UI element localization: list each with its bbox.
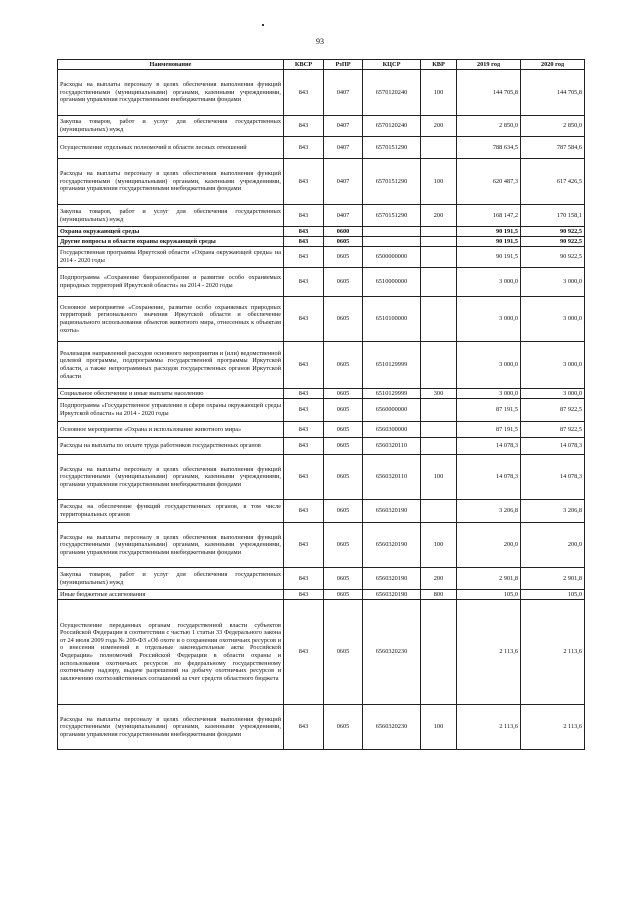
cell-name: Осуществление отдельных полномочий в области лесных отношений (58, 137, 284, 159)
cell-kvr (421, 297, 457, 342)
cell-kcsr: 6510100000 (363, 297, 421, 342)
cell-y2019: 144 705,8 (457, 70, 521, 116)
cell-name: Расходы на выплаты персоналу в целях обеспечения выполнения функций государственными (муниципальными) органами, казенными учреждениями, органами управления государственными внебюджетными фондами (58, 70, 284, 116)
cell-kcsr (363, 227, 421, 237)
column-header-kvsr: КВСР (284, 60, 324, 70)
table-row (58, 116, 585, 137)
column-header-kvr: КВР (421, 60, 457, 70)
cell-kvr (421, 227, 457, 237)
cell-y2020: 3 000,0 (521, 268, 585, 297)
cell-y2020: 3 000,0 (521, 389, 585, 399)
cell-y2020: 2 850,0 (521, 116, 585, 137)
table-row (58, 523, 585, 568)
cell-name: Реализация направлений расходов основного мероприятия и (или) ведомственной целевой программы, подпрограммы государственной программы Иркутской области, а также непрограммных расходов государственных органов Иркутской области (58, 342, 284, 389)
cell-rzpr: 0605 (324, 297, 363, 342)
cell-kvr (421, 342, 457, 389)
table-row (58, 389, 585, 399)
cell-y2019: 3 000,0 (457, 342, 521, 389)
cell-kvsr: 843 (284, 600, 324, 705)
cell-rzpr: 0407 (324, 205, 363, 227)
column-header-2020: 2020 год (521, 60, 585, 70)
cell-name: Основное мероприятие «Сохранение, развитие особо охраняемых природных территорий регионального значения Иркутской области и обеспечение рационального использования объектов животного мира, отнесенных к объектам охоты» (58, 297, 284, 342)
column-header-rzpr: РзПР (324, 60, 363, 70)
cell-kcsr: 6560000000 (363, 399, 421, 422)
table-row (58, 137, 585, 159)
cell-kcsr: 6510129999 (363, 342, 421, 389)
cell-rzpr: 0605 (324, 237, 363, 247)
cell-rzpr: 0605 (324, 600, 363, 705)
cell-kvr: 200 (421, 116, 457, 137)
page-number: 93 (316, 37, 324, 46)
table-row (58, 590, 585, 600)
cell-y2020: 3 000,0 (521, 342, 585, 389)
table-row (58, 399, 585, 422)
cell-kvsr: 843 (284, 500, 324, 523)
table-row (58, 268, 585, 297)
cell-kvr: 200 (421, 568, 457, 590)
table-row (58, 227, 585, 237)
cell-y2020: 787 584,6 (521, 137, 585, 159)
column-header-kcsr: КЦСР (363, 60, 421, 70)
cell-name: Государственная программа Иркутской области «Охрана окружающей среды» на 2014 - 2020 годы (58, 247, 284, 268)
cell-rzpr: 0605 (324, 438, 363, 455)
cell-kvr (421, 422, 457, 438)
cell-kvr: 100 (421, 159, 457, 205)
cell-kcsr: 6560320190 (363, 523, 421, 568)
cell-kvsr: 843 (284, 227, 324, 237)
table-row (58, 422, 585, 438)
cell-kcsr: 6560320230 (363, 705, 421, 750)
cell-kcsr: 6570151290 (363, 137, 421, 159)
cell-y2020: 14 078,3 (521, 455, 585, 500)
cell-rzpr: 0605 (324, 422, 363, 438)
cell-y2019: 3 000,0 (457, 297, 521, 342)
cell-kvr: 100 (421, 705, 457, 750)
cell-kvsr: 843 (284, 523, 324, 568)
cell-name: Расходы на выплаты персоналу в целях обеспечения выполнения функций государственными (муниципальными) органами, казенными учреждениями, органами управления государственными внебюджетными фондами (58, 523, 284, 568)
cell-y2020: 170 158,1 (521, 205, 585, 227)
table-row (58, 237, 585, 247)
cell-name: Подпрограмма «Сохранение биоразнообразия и развитие особо охраняемых природных территорий Иркутской области» на 2014 - 2020 годы (58, 268, 284, 297)
cell-kvr (421, 600, 457, 705)
cell-y2020: 90 922,5 (521, 237, 585, 247)
cell-y2020: 87 922,5 (521, 399, 585, 422)
cell-y2020: 144 705,8 (521, 70, 585, 116)
cell-kcsr: 6510000000 (363, 268, 421, 297)
cell-rzpr: 0605 (324, 705, 363, 750)
table-row (58, 297, 585, 342)
cell-rzpr: 0605 (324, 268, 363, 297)
cell-name: Закупка товаров, работ и услуг для обеспечения государственных (муниципальных) нужд (58, 116, 284, 137)
cell-name: Расходы на выплаты по оплате труда работников государственных органов (58, 438, 284, 455)
cell-y2019: 3 000,0 (457, 268, 521, 297)
cell-kcsr: 6560320190 (363, 568, 421, 590)
cell-kvsr: 843 (284, 297, 324, 342)
cell-y2019: 90 191,5 (457, 237, 521, 247)
cell-y2019: 3 206,8 (457, 500, 521, 523)
table-row (58, 205, 585, 227)
cell-kcsr: 6570120240 (363, 116, 421, 137)
cell-name: Подпрограмма «Государственное управление в сфере охраны окружающей среды Иркутской области» на 2014 - 2020 годы (58, 399, 284, 422)
table-row (58, 500, 585, 523)
cell-kvr (421, 237, 457, 247)
cell-name: Иные бюджетные ассигнования (58, 590, 284, 600)
cell-y2019: 87 191,5 (457, 422, 521, 438)
cell-kvsr: 843 (284, 438, 324, 455)
cell-kvsr: 843 (284, 237, 324, 247)
cell-kvsr: 843 (284, 137, 324, 159)
cell-kvr (421, 438, 457, 455)
cell-y2019: 2 113,6 (457, 600, 521, 705)
cell-rzpr: 0605 (324, 500, 363, 523)
cell-y2020: 2 113,6 (521, 600, 585, 705)
cell-name: Расходы на выплаты персоналу в целях обеспечения выполнения функций государственными (муниципальными) органами, казенными учреждениями, органами управления государственными внебюджетными фондами (58, 455, 284, 500)
cell-name: Охрана окружающей среды (58, 227, 284, 237)
table-row (58, 705, 585, 750)
cell-name: Основное мероприятие «Охрана и использование животного мира» (58, 422, 284, 438)
cell-kcsr: 6560320110 (363, 438, 421, 455)
table-row (58, 600, 585, 705)
cell-kvr (421, 268, 457, 297)
cell-kvsr: 843 (284, 590, 324, 600)
cell-rzpr: 0600 (324, 227, 363, 237)
cell-rzpr: 0605 (324, 568, 363, 590)
table-row (58, 342, 585, 389)
cell-rzpr: 0605 (324, 399, 363, 422)
cell-y2020: 14 078,3 (521, 438, 585, 455)
budget-table (57, 59, 585, 750)
cell-y2020: 200,0 (521, 523, 585, 568)
table-row (58, 247, 585, 268)
cell-kvsr: 843 (284, 399, 324, 422)
table-row (58, 70, 585, 116)
cell-kcsr: 6570151290 (363, 205, 421, 227)
cell-kvsr: 843 (284, 568, 324, 590)
column-header-2019: 2019 год (457, 60, 521, 70)
cell-kcsr (363, 237, 421, 247)
cell-y2019: 2 850,0 (457, 116, 521, 137)
cell-y2020: 105,0 (521, 590, 585, 600)
cell-kvsr: 843 (284, 116, 324, 137)
cell-kvr: 100 (421, 455, 457, 500)
cell-kvsr: 843 (284, 205, 324, 227)
cell-rzpr: 0407 (324, 70, 363, 116)
cell-name: Закупка товаров, работ и услуг для обеспечения государственных (муниципальных) нужд (58, 568, 284, 590)
cell-kvr (421, 137, 457, 159)
cell-kvr: 100 (421, 70, 457, 116)
cell-kcsr: 6570120240 (363, 70, 421, 116)
cell-rzpr: 0605 (324, 389, 363, 399)
cell-y2019: 14 078,3 (457, 438, 521, 455)
cell-rzpr: 0605 (324, 247, 363, 268)
cell-name: Закупка товаров, работ и услуг для обеспечения государственных (муниципальных) нужд (58, 205, 284, 227)
cell-rzpr: 0407 (324, 116, 363, 137)
cell-y2020: 617 426,5 (521, 159, 585, 205)
cell-kcsr: 6560320230 (363, 600, 421, 705)
cell-y2020: 2 901,8 (521, 568, 585, 590)
cell-y2019: 2 901,8 (457, 568, 521, 590)
cell-name: Социальное обеспечение и иные выплаты населению (58, 389, 284, 399)
cell-rzpr: 0407 (324, 137, 363, 159)
cell-y2019: 90 191,5 (457, 227, 521, 237)
cell-kvsr: 843 (284, 247, 324, 268)
cell-kvsr: 843 (284, 422, 324, 438)
cell-kvsr: 843 (284, 342, 324, 389)
cell-y2020: 3 000,0 (521, 297, 585, 342)
table-header-row (58, 60, 585, 70)
table-row (58, 159, 585, 205)
cell-kvr: 800 (421, 590, 457, 600)
cell-y2020: 90 922,5 (521, 247, 585, 268)
cell-y2019: 168 147,2 (457, 205, 521, 227)
cell-y2019: 3 000,0 (457, 389, 521, 399)
cell-rzpr: 0605 (324, 523, 363, 568)
cell-kcsr: 6560300000 (363, 422, 421, 438)
cell-rzpr: 0605 (324, 342, 363, 389)
cell-y2020: 90 922,5 (521, 227, 585, 237)
table-row (58, 568, 585, 590)
cell-kvsr: 843 (284, 159, 324, 205)
cell-y2020: 87 922,5 (521, 422, 585, 438)
scan-speck (262, 24, 264, 26)
cell-kvsr: 843 (284, 455, 324, 500)
cell-kcsr: 6560320190 (363, 590, 421, 600)
cell-name: Осуществление переданных органам государственной власти субъектов Российской Федерации в соответствии с частью 1 статьи 33 Федерального закона от 24 июля 2009 года № 209-ФЗ «Об охоте и о сохранении охотничьих ресурсов и о внесении изменений в отдельные законодательные акты Российской Федерации» полномочий Российской Федерации в области охраны и использования охотничьих ресурсов по федеральному государственному охотничьему надзору, выдаче разрешений на добычу охотничьих ресурсов и заключению охотхозяйственных соглашений за счет средств областного бюджета (58, 600, 284, 705)
cell-name: Расходы на выплаты персоналу в целях обеспечения выполнения функций государственными (муниципальными) органами, казенными учреждениями, органами управления государственными внебюджетными фондами (58, 705, 284, 750)
cell-kcsr: 6560320110 (363, 455, 421, 500)
cell-kvr (421, 500, 457, 523)
cell-kvr (421, 399, 457, 422)
table-body (58, 70, 585, 750)
cell-y2019: 14 078,3 (457, 455, 521, 500)
cell-y2019: 620 487,3 (457, 159, 521, 205)
cell-kcsr: 6560320190 (363, 500, 421, 523)
cell-y2020: 3 206,8 (521, 500, 585, 523)
cell-rzpr: 0407 (324, 159, 363, 205)
cell-y2019: 2 113,6 (457, 705, 521, 750)
cell-kvsr: 843 (284, 70, 324, 116)
cell-y2019: 87 191,5 (457, 399, 521, 422)
cell-kcsr: 6510129999 (363, 389, 421, 399)
cell-rzpr: 0605 (324, 455, 363, 500)
column-header-name: Наименование (58, 60, 284, 70)
table-row (58, 438, 585, 455)
cell-y2019: 90 191,5 (457, 247, 521, 268)
cell-name: Другие вопросы в области охраны окружающей среды (58, 237, 284, 247)
cell-kvsr: 843 (284, 268, 324, 297)
cell-kvsr: 843 (284, 705, 324, 750)
cell-kvr: 200 (421, 205, 457, 227)
cell-y2019: 105,0 (457, 590, 521, 600)
cell-rzpr: 0605 (324, 590, 363, 600)
cell-kvr: 300 (421, 389, 457, 399)
cell-kvsr: 843 (284, 389, 324, 399)
cell-kvr: 100 (421, 523, 457, 568)
cell-kcsr: 6570151290 (363, 159, 421, 205)
cell-name: Расходы на обеспечение функций государственных органов, в том числе территориальных органов (58, 500, 284, 523)
cell-kcsr: 6500000000 (363, 247, 421, 268)
cell-name: Расходы на выплаты персоналу в целях обеспечения выполнения функций государственными (муниципальными) органами, казенными учреждениями, органами управления государственными внебюджетными фондами (58, 159, 284, 205)
cell-y2019: 788 634,5 (457, 137, 521, 159)
cell-kvr (421, 247, 457, 268)
cell-y2019: 200,0 (457, 523, 521, 568)
table-row (58, 455, 585, 500)
cell-y2020: 2 113,6 (521, 705, 585, 750)
